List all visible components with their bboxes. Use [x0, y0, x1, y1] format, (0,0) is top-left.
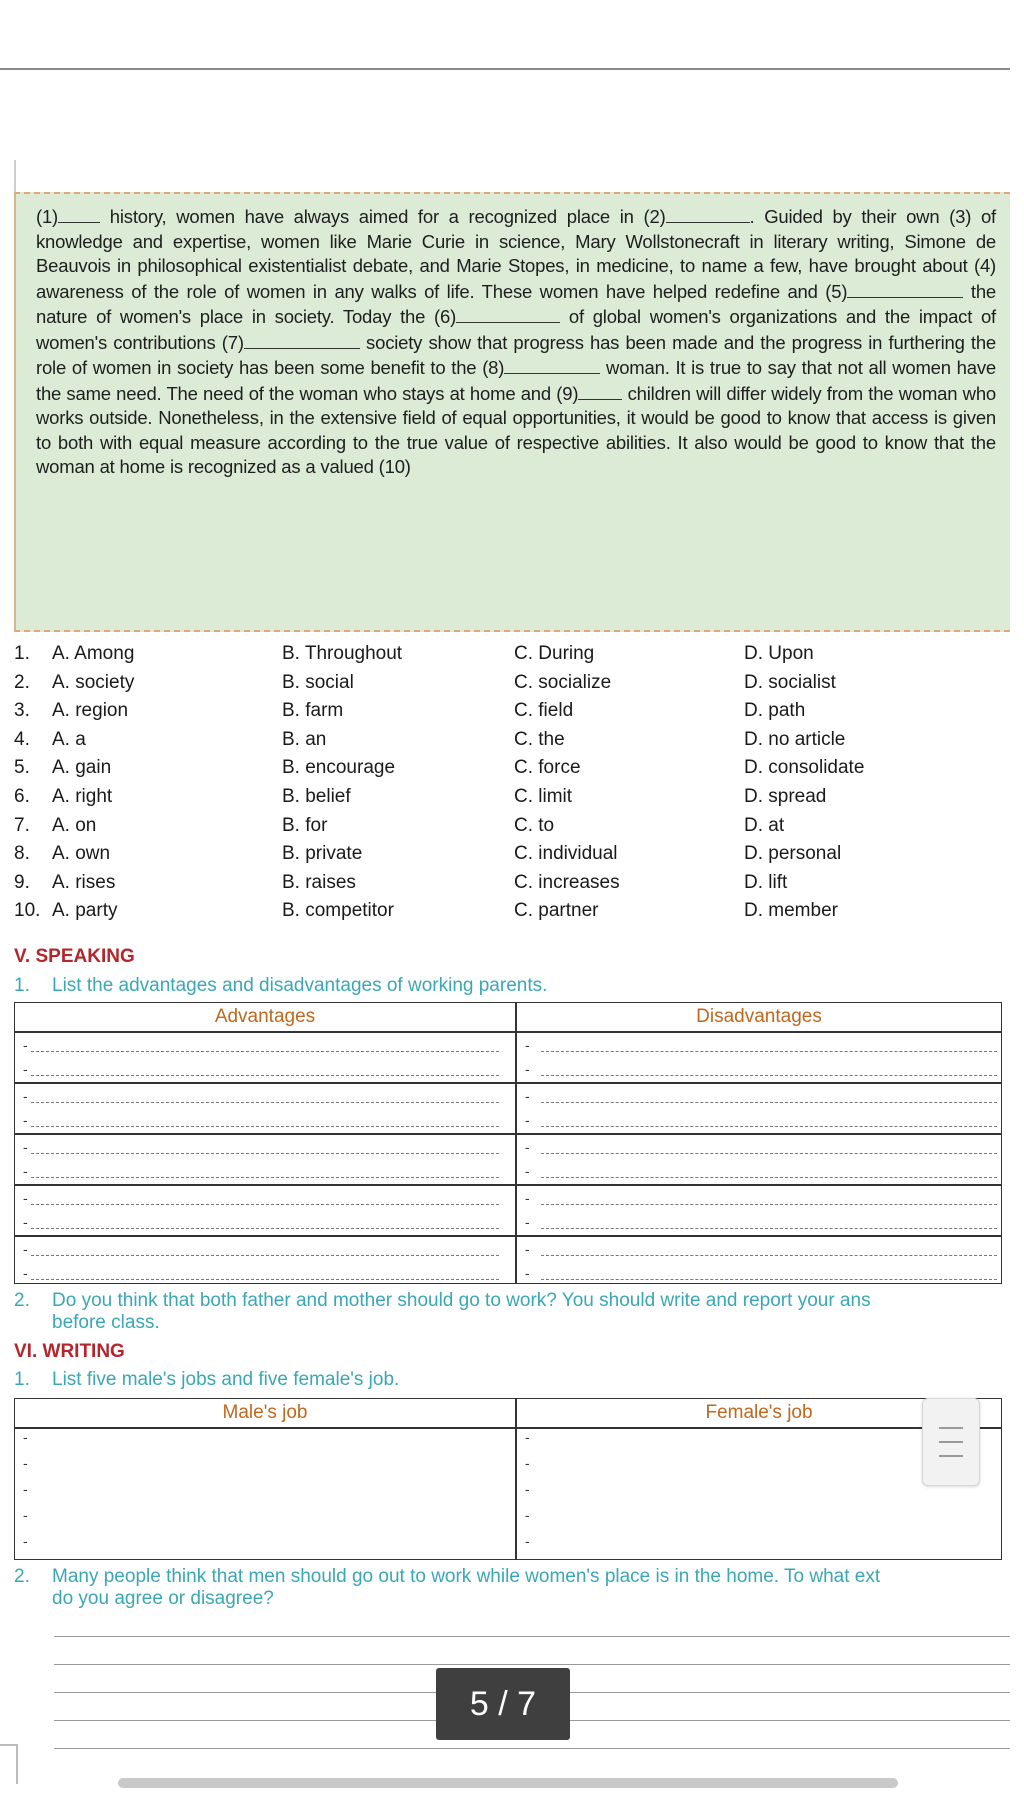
answer-line — [31, 1102, 499, 1103]
page-edge-mark — [14, 160, 16, 192]
dash-bullet: - — [23, 1241, 28, 1257]
column-divider — [515, 1003, 517, 1283]
answer-line — [541, 1228, 997, 1229]
passage-seg: society show that progress has been made and the progress in furthering the role of women in society has been some benefit to the (8) — [36, 331, 997, 378]
option-row: 8. A. own B. private C. individual D. personal — [14, 843, 842, 865]
answer-line — [31, 1153, 499, 1154]
answer-line — [31, 1075, 499, 1076]
option-row: 4. A. a B. an C. the D. no article — [14, 728, 846, 750]
answer-line — [541, 1279, 997, 1280]
blank-6 — [456, 304, 560, 323]
option-row: 5. A. gain B. encourage C. force D. consolidate — [14, 757, 865, 779]
dash-bullet: - — [525, 1241, 530, 1257]
male-job-header: Male's job — [222, 1402, 308, 1423]
option-row: 2. A. society B. social C. socialize D. socialist — [14, 671, 836, 693]
horizontal-scrollbar[interactable] — [118, 1778, 898, 1788]
option-row: 7. A. on B. for C. to D. at — [14, 814, 785, 836]
answer-line — [31, 1126, 499, 1127]
column-divider — [515, 1399, 517, 1559]
passage-seg: woman. It is true to say that not all women have the same need. The need of the woman who stays at home and (9) — [36, 357, 996, 404]
blank-9 — [504, 355, 600, 374]
answer-line — [31, 1177, 499, 1178]
advantages-header: Advantages — [214, 1006, 316, 1027]
row-divider — [15, 1235, 1001, 1237]
dash-bullet: - — [525, 1139, 530, 1155]
disadvantages-header: Disadvantages — [696, 1006, 822, 1027]
blank-8 — [244, 330, 360, 349]
answer-line — [541, 1075, 997, 1076]
dash-bullet: - — [23, 1507, 28, 1523]
blank-5 — [847, 279, 963, 298]
answer-line — [31, 1051, 499, 1052]
dash-bullet: - — [23, 1139, 28, 1155]
dash-bullet: - — [525, 1533, 530, 1549]
option-row: 1. A. Among B. Throughout C. During D. Upon — [14, 643, 814, 664]
menu-button[interactable] — [922, 1398, 980, 1486]
row-divider — [15, 1133, 1001, 1135]
top-divider — [0, 68, 1010, 70]
writing-answer-line — [54, 1664, 1010, 1665]
blank-10 — [578, 381, 622, 400]
dash-bullet: - — [525, 1429, 530, 1445]
dash-bullet: - — [525, 1455, 530, 1471]
writing-task-1: 1. List five male's jobs and five female's job. — [14, 1369, 400, 1390]
jobs-table — [14, 1398, 1002, 1560]
dash-bullet: - — [23, 1163, 28, 1179]
option-row: 3. A. region B. farm C. field D. path — [14, 700, 806, 722]
dash-bullet: - — [525, 1214, 530, 1230]
dash-bullet: - — [23, 1214, 28, 1230]
header-divider — [15, 1427, 1001, 1429]
speaking-heading: V. SPEAKING — [14, 946, 135, 967]
dash-bullet: - — [525, 1265, 530, 1281]
speaking-task-1: 1. List the advantages and disadvantages of working parents. — [14, 975, 548, 996]
dash-bullet: - — [23, 1112, 28, 1128]
blank-2 — [666, 204, 750, 223]
answer-line — [541, 1255, 997, 1256]
dash-bullet: - — [23, 1190, 28, 1206]
option-row: 6. A. right B. belief C. limit D. spread — [14, 785, 827, 807]
writing-task-2: 2. Many people think that men should go out to work while women's place is in the home. To what ext do you agree or disagree? — [14, 1566, 881, 1609]
page-edge-mark — [0, 1744, 18, 1784]
page-indicator: 5 / 7 — [436, 1668, 570, 1740]
menu-icon — [939, 1427, 963, 1429]
speaking-task-2: 2. Do you think that both father and mother should go to work? You should write and report your ans before class. — [14, 1290, 871, 1333]
answer-line — [31, 1279, 499, 1280]
answer-options — [14, 643, 1014, 929]
option-row: 10. A. party B. competitor C. partner D. member — [14, 900, 838, 922]
passage-seg: the nature of women's place in society. Today the (6) — [36, 280, 996, 327]
dash-bullet: - — [23, 1037, 28, 1053]
cloze-passage-box — [14, 192, 1010, 632]
answer-line — [31, 1204, 499, 1205]
writing-heading: VI. WRITING — [14, 1341, 125, 1362]
answer-line — [31, 1255, 499, 1256]
passage-seg: of global women's organizations and the impact of women's contributions (7) — [36, 306, 996, 353]
dash-bullet: - — [23, 1088, 28, 1104]
row-divider — [15, 1184, 1001, 1186]
header-divider — [15, 1031, 1001, 1033]
dash-bullet: - — [525, 1481, 530, 1497]
female-job-header: Female's job — [705, 1402, 813, 1423]
dash-bullet: - — [23, 1061, 28, 1077]
passage-seg: children will differ widely from the woman who works outside. Nonetheless, in the extensive field of equal opportunities, it would be good to know that access is given to both with equal measure according to the true value of respective abilities. It also would be good to know that the woman at home is recognized as a valued (10) — [36, 382, 996, 477]
passage-seg: history, women have always aimed for a recognized place in (2) — [109, 206, 666, 227]
dash-bullet: - — [525, 1037, 530, 1053]
answer-line — [541, 1051, 997, 1052]
answer-line — [541, 1153, 997, 1154]
option-row: 9. A. rises B. raises C. increases D. lift — [14, 871, 788, 893]
blank-1 — [58, 204, 100, 223]
answer-line — [541, 1126, 997, 1127]
answer-line — [541, 1204, 997, 1205]
dash-bullet: - — [525, 1190, 530, 1206]
advantages-table — [14, 1002, 1002, 1284]
passage-seg: (1) — [36, 206, 59, 227]
menu-icon — [939, 1455, 963, 1457]
writing-answer-line — [54, 1748, 1010, 1749]
passage-seg: . Guided by their own (3) of knowledge and expertise, women like Marie Curie in science, Mary Wollstonecraft in literary writing, Simone de Beauvois in philosophical existentialist debate, and Marie Stopes, in medicine, to name a few, have brought about (4) awareness of the role of women in any walks of life. These women have helped redefine and (5) — [36, 206, 996, 302]
dash-bullet: - — [525, 1163, 530, 1179]
dash-bullet: - — [23, 1429, 28, 1445]
answer-line — [541, 1177, 997, 1178]
row-divider — [15, 1082, 1001, 1084]
cloze-passage-text — [36, 204, 996, 480]
dash-bullet: - — [525, 1088, 530, 1104]
dash-bullet: - — [23, 1265, 28, 1281]
dash-bullet: - — [525, 1061, 530, 1077]
writing-answer-line — [54, 1636, 1010, 1637]
answer-line — [541, 1102, 997, 1103]
dash-bullet: - — [525, 1507, 530, 1523]
dash-bullet: - — [23, 1481, 28, 1497]
dash-bullet: - — [525, 1112, 530, 1128]
menu-icon — [939, 1441, 963, 1443]
dash-bullet: - — [23, 1455, 28, 1471]
answer-line — [31, 1228, 499, 1229]
dash-bullet: - — [23, 1533, 28, 1549]
